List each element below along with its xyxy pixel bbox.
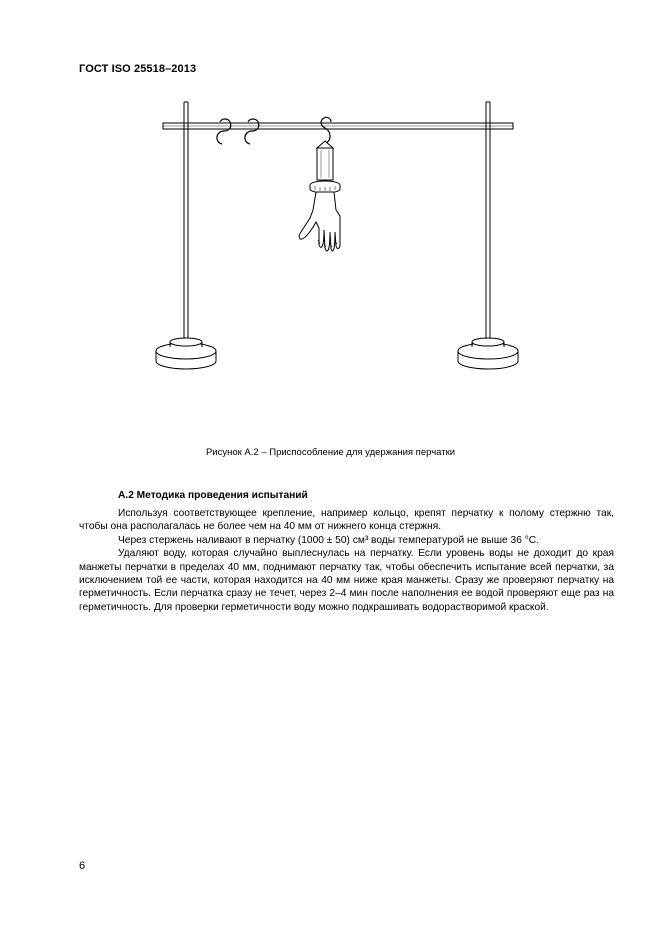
section-heading: А.2 Методика проведения испытаний bbox=[118, 490, 308, 501]
s-hook-3 bbox=[321, 117, 331, 143]
figure-caption: Рисунок А.2 – Приспособление для удержания перчатки bbox=[205, 447, 456, 458]
glove bbox=[299, 192, 340, 251]
glove-holder-drawing bbox=[150, 95, 530, 385]
hollow-rod bbox=[317, 141, 333, 180]
paragraph: Удаляют воду, которая случайно выплеснулась на перчатку. Если уровень воды не доходит до края манжеты перчатки в пределах 40 мм, поднимают перчатку так, чтобы обеспечить испытание всей перчатки, за исключением той ее части, которая находится на 40 мм ниже края манжеты. Сразу же проверяют перчатку на герметичность. Если перчатка сразу не течет, через 2–4 мин после наполнения ее водой проверяют еще раз на герметичность. Для проверки герметичности воду можно подкрашивать водорастворимой краской. bbox=[79, 548, 614, 613]
right-post bbox=[486, 102, 490, 340]
paragraph: Используя соответствующее крепление, например кольцо, крепят перчатку к полому стержню так, чтобы она располагалась не более чем на 40 мм от нижнего конца стержня. bbox=[79, 508, 614, 533]
horizontal-bar bbox=[163, 123, 513, 129]
left-base bbox=[156, 338, 216, 369]
section-body bbox=[79, 507, 614, 614]
glove-holder-figure bbox=[150, 95, 530, 385]
document-code: ГОСТ ISO 25518–2013 bbox=[79, 63, 197, 75]
paragraph: Через стержень наливают в перчатку (1000 ± 50) см³ воды температурой не выше 36 °С. bbox=[118, 534, 539, 546]
page-number: 6 bbox=[79, 860, 86, 872]
left-post bbox=[184, 102, 188, 340]
right-base bbox=[458, 338, 518, 369]
ring-clamp bbox=[310, 181, 340, 193]
